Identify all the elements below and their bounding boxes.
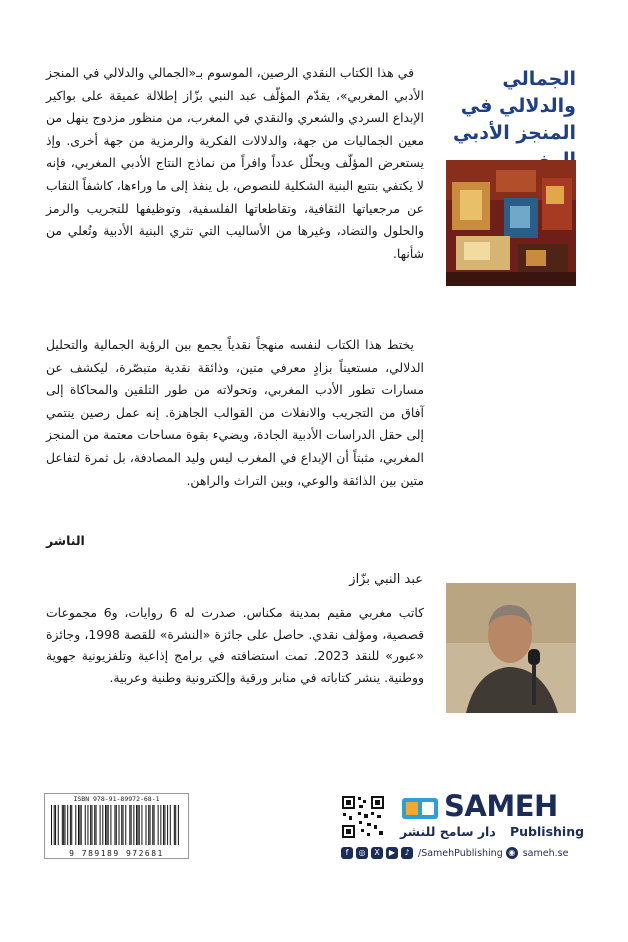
cover-artwork bbox=[446, 160, 576, 286]
barcode-bar bbox=[65, 805, 66, 845]
barcode-bar bbox=[146, 805, 147, 845]
barcode-bar bbox=[167, 805, 168, 845]
book-title: الجمالي والدلالي في المنجز الأدبي bbox=[452, 68, 576, 144]
instagram-icon: ◎ bbox=[356, 847, 368, 859]
barcode-bar bbox=[119, 805, 120, 845]
facebook-icon: f bbox=[341, 847, 353, 859]
barcode-bar bbox=[110, 805, 111, 845]
publisher-name-arabic: دار سامح للنشر bbox=[400, 824, 496, 839]
barcode-bar bbox=[78, 805, 79, 845]
barcode-bar bbox=[71, 805, 72, 845]
barcode-bar bbox=[90, 805, 91, 845]
barcode-bar bbox=[158, 805, 159, 845]
barcode-bar bbox=[121, 805, 122, 845]
website: sameh.se bbox=[522, 847, 569, 859]
barcode-bar bbox=[70, 805, 71, 845]
publisher-social-row bbox=[341, 845, 568, 861]
barcode-bar bbox=[136, 805, 137, 845]
blurb-paragraph-1: في هذا الكتاب النقدي الرصين، الموسوم بـ«الجمالي والدلالي في المنجز الأدبي المغربي»، يقدّم المؤلّف عبد النبي بزّاز إطلالة عميقة على بواكير الإبداع السردي والشعري والنقدي في المغرب، من منظور مزدوج ينهل من معين الجماليات من جهة، والدلالات الفكرية والرمزية من جهة أخرى. وإذ يستعرض المؤلّف ويحلّل عدداً وافراً من نماذج النتاج الأدبي المغربي، فإنه لا يكتفي بتتبع البنية الشكلية للنصوص، بل ينفذ إلى ما وراءها، كاشفاً النقاب عن مرجعياتها الثقافية، وتقاطعاتها الفلسفية، وتوظيفها للتجريب والرمز والحلول والتضاد، وغيرها من الأساليب التي تثري البنية الأدبية وتُعلي من شأنها. bbox=[46, 65, 424, 261]
barcode-bar bbox=[63, 805, 64, 845]
barcode-bar bbox=[137, 805, 138, 845]
barcode-bar bbox=[163, 805, 164, 845]
barcode-bar bbox=[133, 805, 134, 845]
barcode-bar bbox=[102, 805, 103, 845]
barcode-bar bbox=[87, 805, 88, 845]
barcode-bars bbox=[51, 805, 182, 845]
barcode-bar bbox=[170, 805, 171, 845]
barcode-bar bbox=[96, 805, 97, 845]
publisher-signature: الناشر bbox=[46, 533, 85, 548]
barcode-bar bbox=[79, 805, 80, 845]
barcode-bar bbox=[62, 805, 63, 845]
barcode-bar bbox=[174, 805, 175, 845]
author-bio: كاتب مغربي مقيم بمدينة مكناس. صدرت له 6 روايات، و6 مجموعات قصصية، ومؤلف نقدي. حاصل على جائزة «النشرة» للقصة 1998، وجائزة «عبور» للنقد 2023. تمت استضافته في برامج إذاعية وتلفزيونية جهوية ووطنية. ينشر كتاباته في منابر ورقية وإلكترونية وطنية وعربية. bbox=[46, 605, 424, 685]
barcode-bar bbox=[67, 805, 68, 845]
barcode-bar bbox=[58, 805, 59, 845]
barcode-bar bbox=[105, 805, 106, 845]
social-handle: /SamehPublishing bbox=[418, 847, 503, 859]
barcode-bar bbox=[123, 805, 124, 845]
publisher-logo-icon bbox=[400, 795, 440, 821]
isbn-label: ISBN 978-91-89972-68-1 bbox=[73, 795, 160, 803]
barcode-bar bbox=[131, 805, 132, 845]
publisher-name: SAMEH bbox=[444, 789, 558, 823]
barcode-bar bbox=[175, 805, 176, 845]
barcode-bar bbox=[125, 805, 126, 845]
blurb-paragraph-2: يختط هذا الكتاب لنفسه منهجاً نقدياً يجمع بين الرؤية الجمالية والتحليل الدلالي، مستعيناً بزادٍ معرفي متين، وذائقة نقدية متبصّرة، ليكشف عن مسارات تطور الأدب المغربي، وتحولاته من طور التلقين والمحاكاة إلى آفاق من التجريب والانفلات من القوالب الجاهزة. إنه عمل رصين ينتمي إلى حقل الدراسات الأدبية الجادة، ويضيء بقوة مساحات معتمة من المنجز المغربي، مثبتاً أن الإبداع في المغرب ليس وليد المصادفة، بل ثمرة لتفاعل متين بين الذائقة والوعي، وبين التراث والراهن. bbox=[46, 337, 424, 488]
isbn-barcode bbox=[44, 793, 189, 859]
author-name: عبد النبي بزّاز bbox=[349, 572, 423, 587]
barcode-bar bbox=[139, 805, 140, 845]
barcode-bar bbox=[160, 805, 161, 845]
barcode-bar bbox=[85, 805, 86, 845]
barcode-bar bbox=[141, 805, 142, 845]
barcode-bar bbox=[94, 805, 95, 845]
x-icon: X bbox=[371, 847, 383, 859]
barcode-bar bbox=[152, 805, 153, 845]
youtube-icon: ▶ bbox=[386, 847, 398, 859]
web-icon: ◉ bbox=[506, 847, 518, 859]
barcode-bar bbox=[116, 805, 117, 845]
barcode-bar bbox=[148, 805, 149, 845]
barcode-bar bbox=[81, 805, 82, 845]
barcode-bar bbox=[51, 805, 52, 845]
barcode-bar bbox=[129, 805, 130, 845]
barcode-bar bbox=[75, 805, 76, 845]
barcode-bar bbox=[164, 805, 165, 845]
barcode-bar bbox=[154, 805, 155, 845]
qr-code bbox=[341, 795, 385, 839]
barcode-bar bbox=[106, 805, 107, 845]
barcode-bar bbox=[150, 805, 151, 845]
barcode-bar bbox=[55, 805, 56, 845]
author-photo bbox=[446, 583, 576, 713]
tiktok-icon: ♪ bbox=[401, 847, 413, 859]
barcode-digits: 9 789189 972681 bbox=[69, 849, 164, 858]
barcode-bar bbox=[100, 805, 101, 845]
barcode-bar bbox=[178, 805, 179, 845]
barcode-bar bbox=[108, 805, 109, 845]
barcode-bar bbox=[92, 805, 93, 845]
publisher-name-english: Publishing bbox=[510, 824, 585, 839]
barcode-bar bbox=[54, 805, 55, 845]
barcode-bar bbox=[114, 805, 115, 845]
